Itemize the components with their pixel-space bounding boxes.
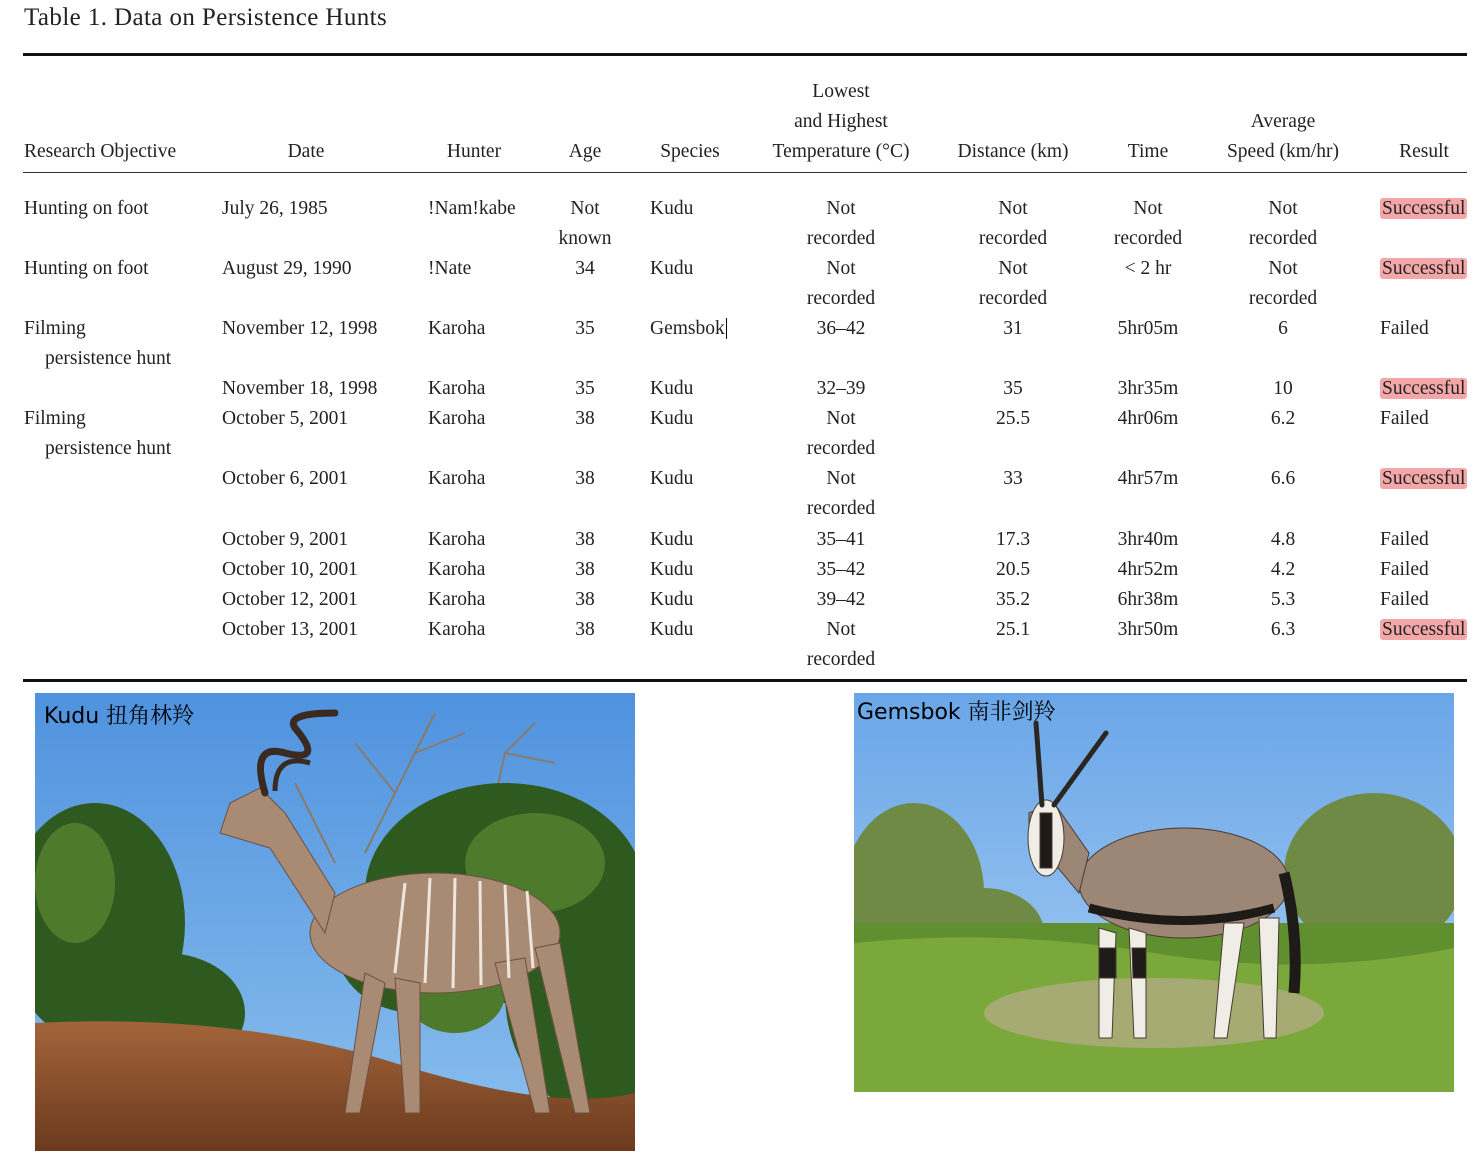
age-cell: 38 bbox=[575, 529, 595, 550]
time-cell: < 2 hr bbox=[1124, 258, 1172, 279]
result-cell: Failed bbox=[1380, 589, 1429, 610]
result-cell bbox=[1380, 254, 1467, 284]
result-cell bbox=[1380, 194, 1467, 224]
header-temperature-line3: Temperature (°C) bbox=[772, 141, 910, 162]
distance-cell: Not bbox=[998, 198, 1028, 219]
hunter-cell: Karoha bbox=[428, 559, 486, 580]
time-cell: 3hr50m bbox=[1117, 619, 1179, 640]
speed-cell: 6.2 bbox=[1270, 408, 1296, 429]
hunter-cell: Karoha bbox=[428, 318, 486, 339]
gemsbok-illustration bbox=[854, 693, 1454, 1092]
speed-cell-line2: recorded bbox=[1248, 228, 1318, 249]
distance-cell: 17.3 bbox=[995, 529, 1031, 550]
distance-cell: 25.5 bbox=[995, 408, 1031, 429]
time-cell: 4hr57m bbox=[1117, 468, 1179, 489]
header-species: Species bbox=[660, 141, 720, 162]
temperature-cell-line2: recorded bbox=[806, 288, 876, 309]
result-highlight: Successful bbox=[1382, 378, 1466, 399]
species-cell: Kudu bbox=[650, 468, 694, 489]
kudu-photo bbox=[35, 693, 635, 1151]
temperature-cell: Not bbox=[826, 198, 856, 219]
objective-cell: Hunting on foot bbox=[24, 258, 149, 279]
top-rule bbox=[23, 53, 1467, 56]
result-cell bbox=[1380, 615, 1467, 645]
table-caption: Table 1. Data on Persistence Hunts bbox=[24, 4, 388, 31]
hunter-cell: Karoha bbox=[428, 468, 486, 489]
speed-cell: 6.3 bbox=[1270, 619, 1296, 640]
date-cell: October 12, 2001 bbox=[222, 589, 358, 610]
result-cell: Failed bbox=[1380, 318, 1429, 339]
date-cell: August 29, 1990 bbox=[222, 258, 352, 279]
temperature-cell-line2: recorded bbox=[806, 228, 876, 249]
date-cell: October 13, 2001 bbox=[222, 619, 358, 640]
age-cell: 35 bbox=[575, 318, 595, 339]
gemsbok-label: Gemsbok 南非剑羚 bbox=[857, 700, 1056, 725]
header-date: Date bbox=[287, 141, 325, 162]
speed-cell: 6 bbox=[1278, 318, 1288, 339]
date-cell: November 18, 1998 bbox=[222, 378, 378, 399]
distance-cell: 35 bbox=[1003, 378, 1023, 399]
header-hunter: Hunter bbox=[446, 141, 502, 162]
objective-cell-line2: persistence hunt bbox=[45, 438, 172, 459]
header-speed-line1: Average bbox=[1250, 111, 1316, 132]
hunter-cell: Karoha bbox=[428, 619, 486, 640]
temperature-cell: 35–42 bbox=[816, 559, 866, 580]
temperature-cell: 35–41 bbox=[816, 529, 866, 550]
speed-cell: Not bbox=[1268, 258, 1298, 279]
species-cell: Kudu bbox=[650, 589, 694, 610]
objective-cell: Filming bbox=[24, 408, 86, 429]
distance-cell: 35.2 bbox=[995, 589, 1031, 610]
date-cell: October 6, 2001 bbox=[222, 468, 349, 489]
age-cell: 38 bbox=[575, 589, 595, 610]
species-cell: Kudu bbox=[650, 378, 694, 399]
result-highlight: Successful bbox=[1382, 258, 1466, 279]
temperature-cell-line2: recorded bbox=[806, 438, 876, 459]
time-cell: 3hr40m bbox=[1117, 529, 1179, 550]
age-cell: 38 bbox=[575, 408, 595, 429]
temperature-cell: 32–39 bbox=[816, 378, 866, 399]
date-cell: October 5, 2001 bbox=[222, 408, 349, 429]
temperature-cell: Not bbox=[826, 258, 856, 279]
species-cell: Kudu bbox=[650, 198, 694, 219]
age-cell: 34 bbox=[575, 258, 595, 279]
hunter-cell: Karoha bbox=[428, 408, 486, 429]
result-highlight: Successful bbox=[1382, 619, 1466, 640]
result-cell: Failed bbox=[1380, 559, 1429, 580]
temperature-cell-line2: recorded bbox=[806, 649, 876, 670]
speed-cell: 4.8 bbox=[1270, 529, 1296, 550]
header-temperature-line1: Lowest bbox=[812, 81, 870, 102]
age-cell: 38 bbox=[575, 559, 595, 580]
date-cell: October 9, 2001 bbox=[222, 529, 349, 550]
gemsbok-photo bbox=[854, 693, 1454, 1092]
temperature-cell: Not bbox=[826, 408, 856, 429]
temperature-cell: 39–42 bbox=[816, 589, 866, 610]
hunter-cell: !Nate bbox=[428, 258, 472, 279]
result-cell bbox=[1380, 464, 1467, 494]
result-cell: Failed bbox=[1380, 408, 1429, 429]
kudu-illustration bbox=[35, 693, 635, 1151]
distance-cell: 25.1 bbox=[995, 619, 1031, 640]
age-cell-line2: known bbox=[558, 228, 612, 249]
distance-cell: 31 bbox=[1003, 318, 1023, 339]
objective-cell: Hunting on foot bbox=[24, 198, 149, 219]
date-cell: November 12, 1998 bbox=[222, 318, 378, 339]
time-cell: 5hr05m bbox=[1117, 318, 1179, 339]
age-cell: 35 bbox=[575, 378, 595, 399]
distance-cell: 20.5 bbox=[995, 559, 1031, 580]
temperature-cell: Not bbox=[826, 619, 856, 640]
hunter-cell: !Nam!kabe bbox=[428, 198, 516, 219]
speed-cell: 6.6 bbox=[1270, 468, 1296, 489]
species-cell: Kudu bbox=[650, 258, 694, 279]
date-cell: July 26, 1985 bbox=[222, 198, 328, 219]
temperature-cell: Not bbox=[826, 468, 856, 489]
header-objective: Research Objective bbox=[24, 141, 177, 162]
species-cell bbox=[650, 314, 727, 344]
header-distance: Distance (km) bbox=[957, 141, 1069, 162]
hunter-cell: Karoha bbox=[428, 529, 486, 550]
distance-cell: 33 bbox=[1003, 468, 1023, 489]
result-cell bbox=[1380, 374, 1467, 404]
result-highlight: Successful bbox=[1382, 198, 1466, 219]
distance-cell-line2: recorded bbox=[978, 288, 1048, 309]
header-rule bbox=[23, 172, 1467, 173]
bottom-rule bbox=[23, 679, 1467, 682]
result-cell: Failed bbox=[1380, 529, 1429, 550]
temperature-cell-line2: recorded bbox=[806, 498, 876, 519]
hunter-cell: Karoha bbox=[428, 378, 486, 399]
header-temperature-line2: and Highest bbox=[794, 111, 888, 132]
speed-cell-line2: recorded bbox=[1248, 288, 1318, 309]
species-cell: Kudu bbox=[650, 529, 694, 550]
time-cell: 3hr35m bbox=[1117, 378, 1179, 399]
age-cell: 38 bbox=[575, 468, 595, 489]
distance-cell-line2: recorded bbox=[978, 228, 1048, 249]
time-cell: Not bbox=[1133, 198, 1163, 219]
hunter-cell: Karoha bbox=[428, 589, 486, 610]
time-cell-line2: recorded bbox=[1113, 228, 1183, 249]
age-cell: 38 bbox=[575, 619, 595, 640]
time-cell: 6hr38m bbox=[1117, 589, 1179, 610]
time-cell: 4hr06m bbox=[1117, 408, 1179, 429]
speed-cell: 4.2 bbox=[1270, 559, 1296, 580]
speed-cell: 10 bbox=[1273, 378, 1293, 399]
speed-cell: Not bbox=[1268, 198, 1298, 219]
objective-cell: Filming bbox=[24, 318, 86, 339]
distance-cell: Not bbox=[998, 258, 1028, 279]
species-cell: Kudu bbox=[650, 408, 694, 429]
temperature-cell: 36–42 bbox=[816, 318, 866, 339]
kudu-label: Kudu 扭角林羚 bbox=[44, 704, 195, 729]
species-cell: Kudu bbox=[650, 559, 694, 580]
header-age: Age bbox=[568, 141, 602, 162]
speed-cell: 5.3 bbox=[1270, 589, 1296, 610]
text-cursor: Gemsbok bbox=[650, 318, 725, 339]
objective-cell-line2: persistence hunt bbox=[45, 348, 172, 369]
date-cell: October 10, 2001 bbox=[222, 559, 358, 580]
age-cell: Not bbox=[570, 198, 600, 219]
header-result: Result bbox=[1399, 141, 1449, 162]
result-highlight: Successful bbox=[1382, 468, 1466, 489]
time-cell: 4hr52m bbox=[1117, 559, 1179, 580]
species-cell: Kudu bbox=[650, 619, 694, 640]
header-time: Time bbox=[1127, 141, 1169, 162]
header-speed-line2: Speed (km/hr) bbox=[1226, 141, 1340, 162]
